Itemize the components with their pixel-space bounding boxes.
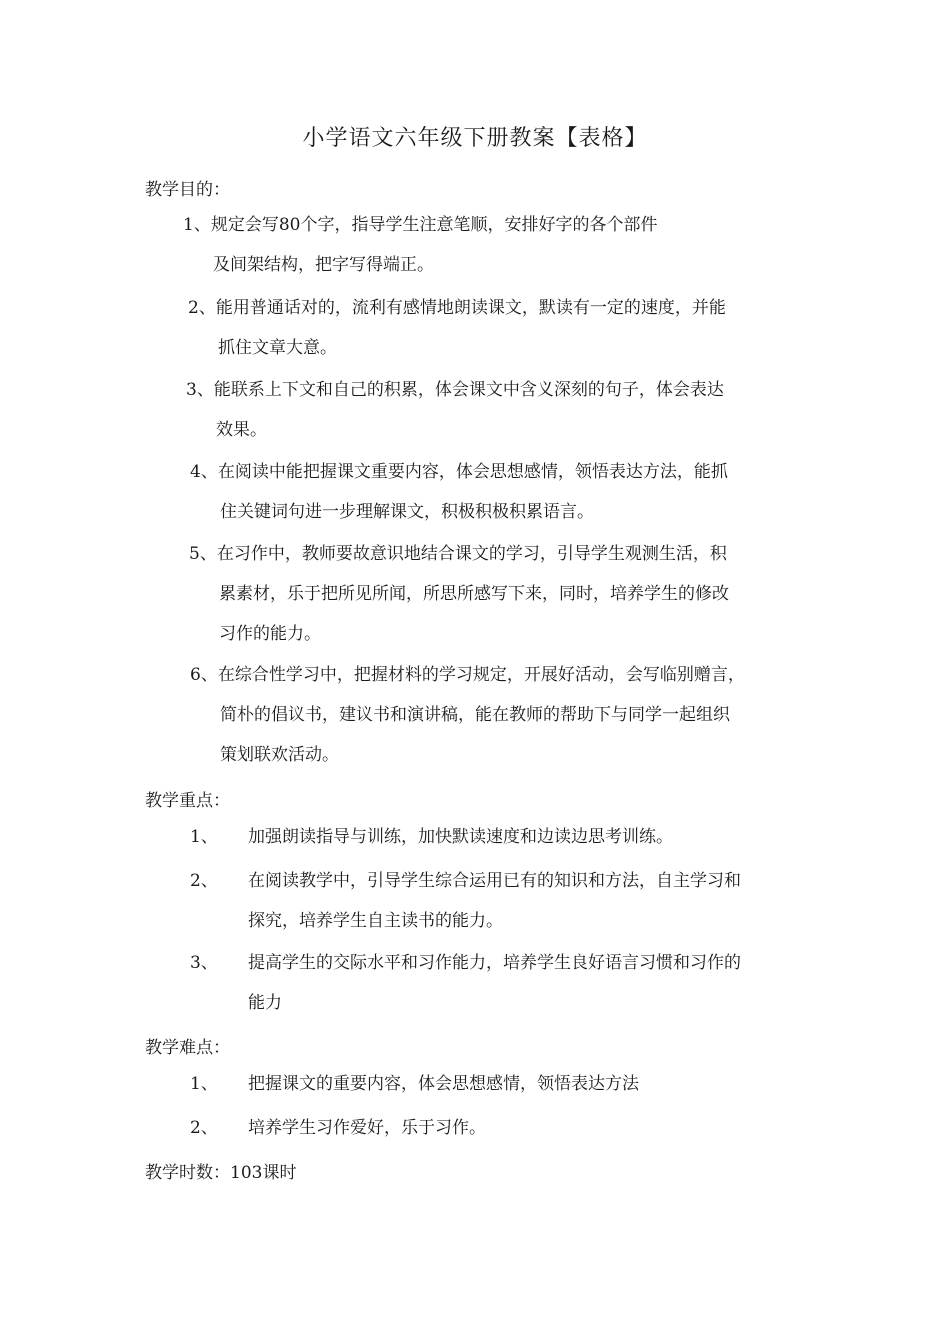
objective-text: 能联系上下文和自己的积累，体会课文中含义深刻的句子，体会表达	[213, 380, 724, 400]
objective-number: 1、	[183, 215, 211, 235]
objective-item	[189, 534, 729, 654]
objective-line: 简朴的倡议书，建议书和演讲稿，能在教师的帮助下与同学一起组织	[220, 705, 730, 725]
objective-number: 6、	[190, 665, 218, 685]
objective-line: 效果。	[216, 420, 267, 440]
objective-line: 习作的能力。	[219, 624, 321, 644]
objective-text: 能用普通话对的，流利有感情地朗读课文，默读有一定的速度，并能	[215, 298, 726, 318]
key-point-text: 在阅读教学中，引导学生综合运用已有的知识和方法，自主学习和	[248, 871, 741, 891]
objective-text: 规定会写80个字，指导学生注意笔顺，安排好字的各个部件	[210, 215, 658, 235]
teaching-hours-value: 103课时	[230, 1163, 297, 1183]
objective-item	[190, 452, 728, 532]
difficulty-number: 1、	[190, 1074, 218, 1094]
objective-text: 在综合性学习中，把握材料的学习规定，开展好活动，会写临别赠言，	[217, 665, 745, 685]
objective-item	[188, 288, 726, 368]
difficulties-heading: 教学难点：	[145, 1038, 230, 1058]
key-point-number: 3、	[190, 953, 218, 973]
objective-text: 在习作中，教师要故意识地结合课文的学习，引导学生观测生活，积	[216, 544, 727, 564]
objective-text: 在阅读中能把握课文重要内容，体会思想感情，领悟表达方法，能抓	[217, 462, 728, 482]
page-title: 小学语文六年级下册教案【表格】	[302, 126, 648, 151]
objective-line: 住关键词句进一步理解课文，积极积极积累语言。	[220, 502, 594, 522]
objective-item	[186, 370, 724, 450]
key-point-text: 加强朗读指导与训练，加快默读速度和边读边思考训练。	[248, 827, 673, 847]
objective-line	[186, 370, 724, 410]
objective-line: 抓住文章大意。	[218, 338, 337, 358]
teaching-hours-label: 教学时数：	[145, 1163, 230, 1183]
objective-line	[183, 205, 657, 245]
key-point-number: 2、	[190, 871, 218, 891]
objective-line: 策划联欢活动。	[220, 745, 339, 765]
objective-number: 2、	[188, 298, 216, 318]
key-point-text: 提高学生的交际水平和习作能力，培养学生良好语言习惯和习作的	[248, 953, 741, 973]
teaching-hours	[145, 1158, 296, 1183]
objective-number: 3、	[186, 380, 214, 400]
difficulty-number: 2、	[190, 1118, 218, 1138]
key-points-heading: 教学重点：	[145, 791, 230, 811]
difficulty-text: 培养学生习作爱好，乐于习作。	[248, 1118, 486, 1138]
objectives-heading: 教学目的：	[145, 180, 230, 200]
objective-number: 5、	[189, 544, 217, 564]
key-point-text: 探究，培养学生自主读书的能力。	[248, 911, 503, 931]
objective-item	[183, 205, 657, 285]
objective-line	[189, 534, 729, 574]
key-point-number: 1、	[190, 827, 218, 847]
objective-line: 及间架结构，把字写得端正。	[213, 255, 434, 275]
objective-line	[190, 655, 745, 695]
difficulty-text: 把握课文的重要内容，体会思想感情，领悟表达方法	[248, 1074, 639, 1094]
objective-item	[190, 655, 745, 775]
objective-line	[190, 452, 728, 492]
objective-line: 累素材，乐于把所见所闻，所思所感写下来，同时，培养学生的修改	[219, 584, 729, 604]
key-point-text: 能力	[248, 993, 282, 1013]
objective-line	[188, 288, 726, 328]
objective-number: 4、	[190, 462, 218, 482]
